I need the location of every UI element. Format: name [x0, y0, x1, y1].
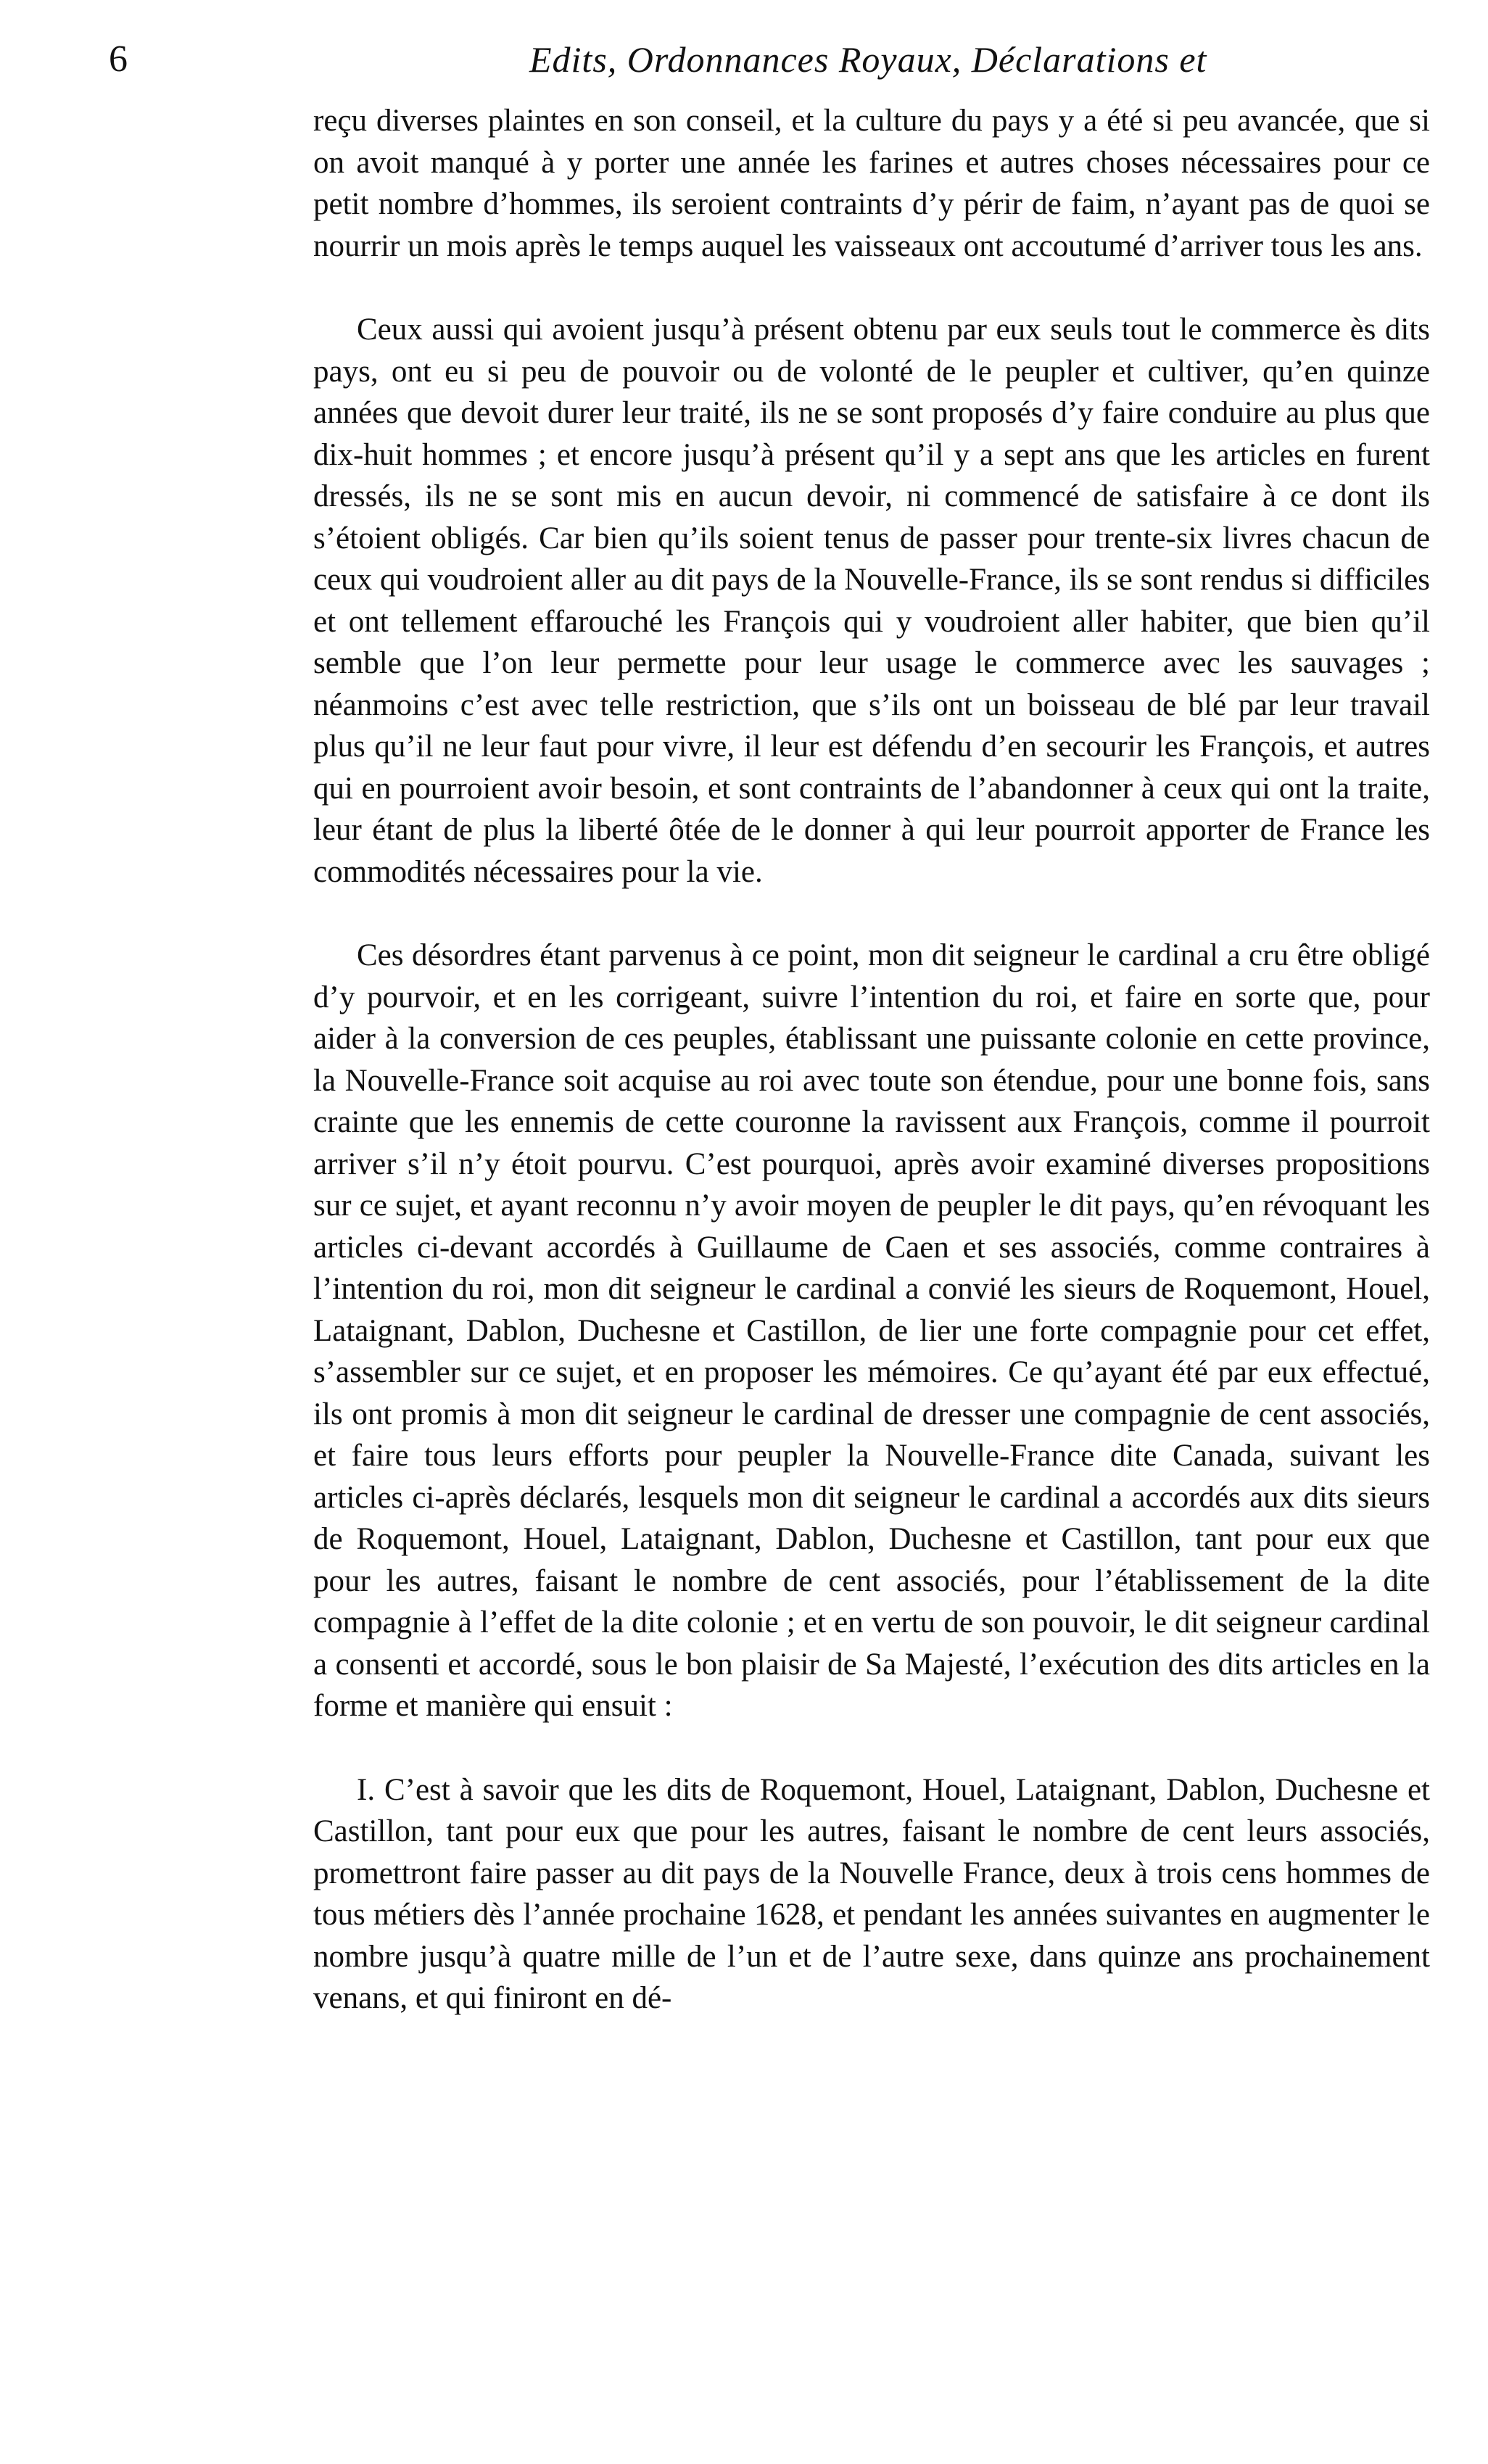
page-number: 6: [109, 38, 128, 80]
article-one: I. C’est à savoir que les dits de Roquemont, Houel, Lataignant, Dablon, Duchesne et Castillon, tant pour eux que pour les autres, faisant le nombre de cent leurs associés, promettront faire passer au dit pays de la Nouvelle France, deux à trois cens hommes de tous métiers dès l’année prochaine 1628, et pendant les années suivantes en augmenter le nombre jusqu’à quatre mille de l’un et de l’autre sexe, dans quinze ans prochainement venans, et qui finiront en dé-: [313, 1772, 1430, 2015]
body-text: [313, 100, 1430, 2019]
paragraph-cardinal: Ces désordres étant parvenus à ce point, mon dit seigneur le cardinal a cru être obligé d’y pourvoir, et en les corrigeant, suivre l’intention du roi, et faire en sorte que, pour aider à la conversion de ces peuples, établissant une puissante colonie en cette province, la Nouvelle-France soit acquise au roi avec toute son étendue, pour une bonne fois, sans crainte que les ennemis de cette couronne la ravissent aux François, comme il pourroit arriver s’il n’y étoit pourvu. C’est pourquoi, après avoir examiné diverses propositions sur ce sujet, et ayant reconnu n’y avoir moyen de peupler le dit pays, qu’en révoquant les articles ci-devant accordés à Guillaume de Caen et ses associés, comme contraires à l’intention du roi, mon dit seigneur le cardinal a convié les sieurs de Roquemont, Houel, Lataignant, Dablon, Duchesne et Castillon, de lier une forte compagnie pour cet effet, s’assembler sur ce sujet, et en proposer les mémoires. Ce qu’ayant été par eux effectué, ils ont promis à mon dit seigneur le cardinal de dresser une compagnie de cent associés, et faire tous leurs efforts pour peupler la Nouvelle-France dite Canada, suivant les articles ci-après déclarés, lesquels mon dit seigneur le cardinal a accordés aux dits sieurs de Roquemont, Houel, Lataignant, Dablon, Duchesne et Castillon, tant pour eux que pour les autres, faisant le nombre de cent associés, pour l’établissement de la dite compagnie à l’effet de la dite colonie ; et en vertu de son pouvoir, le dit seigneur cardinal a consenti et accordé, sous le bon plaisir de Sa Majesté, l’exécution des dits articles en la forme et manière qui ensuit :: [313, 938, 1430, 1723]
paragraph-commerce: Ceux aussi qui avoient jusqu’à présent obtenu par eux seuls tout le commerce ès dits pays, ont eu si peu de pouvoir ou de volonté de le peupler et cultiver, qu’en quinze années que devoit durer leur traité, ils ne se sont proposés d’y faire conduire au plus que dix-huit hommes ; et encore jusqu’à présent qu’il y a sept ans que les articles en furent dressés, ils ne se sont mis en aucun devoir, ni commencé de satisfaire à ce dont ils s’étoient obligés. Car bien qu’ils soient tenus de passer pour trente-six livres chacun de ceux qui voudroient aller au dit pays de la Nouvelle-France, ils se sont rendus si difficiles et ont tellement effarouché les François qui y voudroient aller habiter, que bien qu’il semble que l’on leur permette pour leur usage le commerce avec les sauvages ; néanmoins c’est avec telle restriction, que s’ils ont un boisseau de blé par leur travail plus qu’il ne leur faut pour vivre, il leur est défendu d’en secourir les François, et autres qui en pourroient avoir besoin, et sont contraints de l’abandonner à ceux qui ont la traite, leur étant de plus la liberté ôtée de le donner à qui leur pourroit apporter de France les commodités nécessaires pour la vie.: [313, 313, 1430, 889]
running-head: [109, 38, 1436, 96]
running-title: Edits, Ordonnances Royaux, Déclarations et: [529, 39, 1207, 80]
paragraph-continuation: reçu diverses plaintes en son conseil, et la culture du pays y a été si peu avancée, que si on avoit manqué à y porter une année les farines et autres choses nécessaires pour ce petit nombre d’hommes, ils seroient contraints d’y périr de faim, n’ayant pas de quoi se nourrir un mois après le temps auquel les vaisseaux ont accoutumé d’arriver tous les ans.: [313, 104, 1430, 263]
